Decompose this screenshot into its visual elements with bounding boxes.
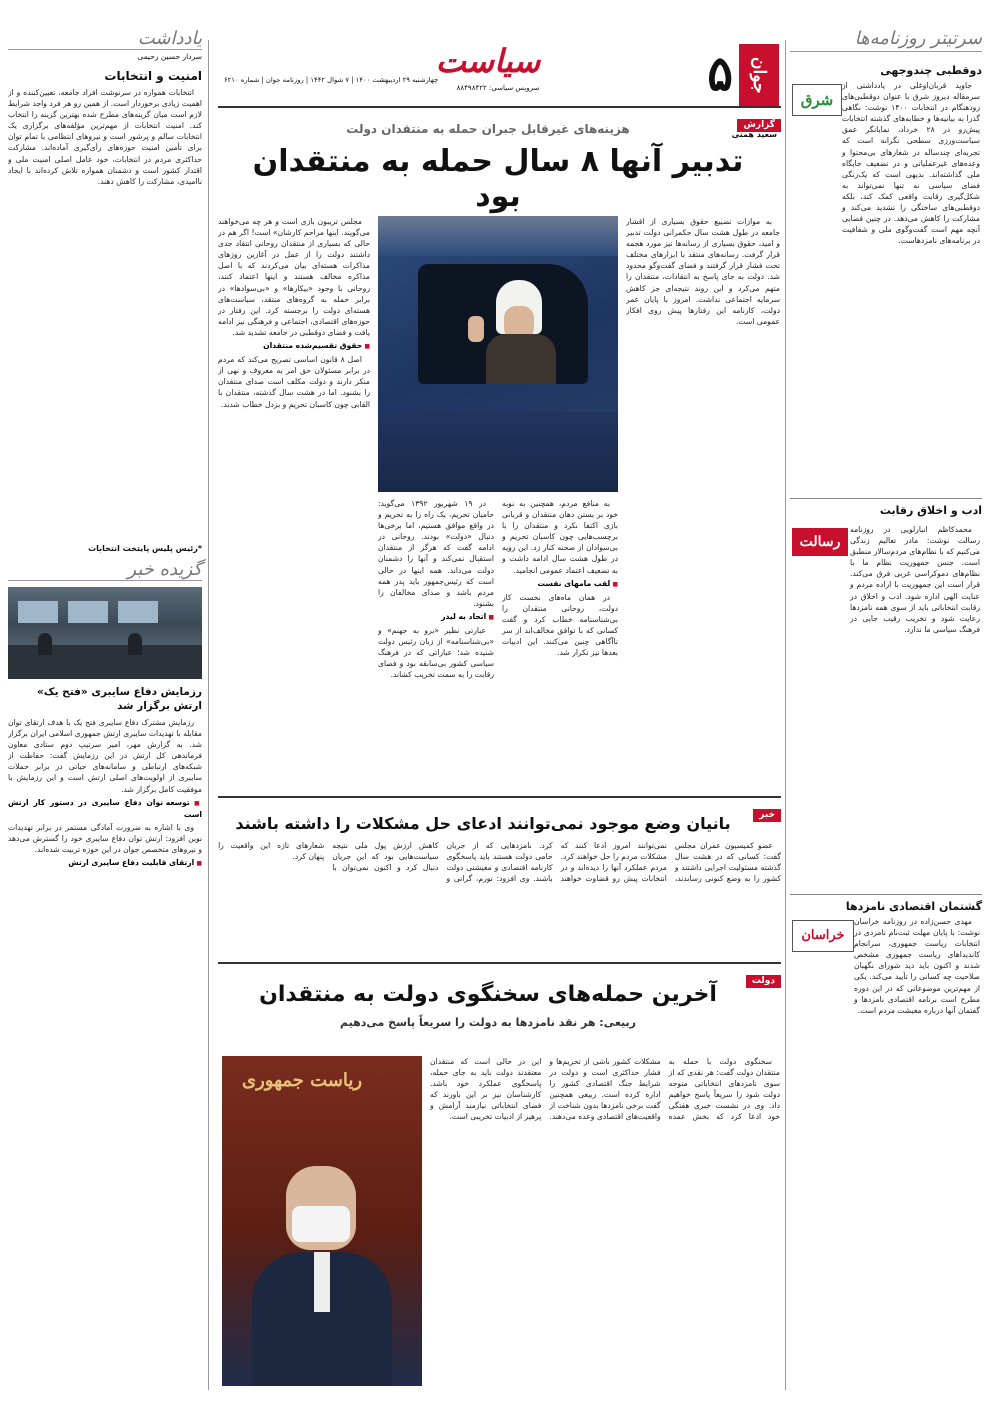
news-tag: خبر: [753, 802, 781, 821]
note-text: انتخابات همواره در سرنوشت افراد جامعه، تعیین‌کننده و از اهمیت زیادی برخوردار است. از همین رو هر فرد واجد شرایط لازم است میان گزینه‌های مطرح شده بهترین گزینه را انتخاب کند. امنیت انتخابات از مهم‌ترین مؤلفه‌های برگزاری یک انتخابات سالم و پرشور است و نیروهای انتظامی با تمام توان برای تأمین امنیت حوزه‌های رأی‌گیری آماده‌اند. مشارکت حداکثری مردم در انتخابات، خود عامل اصلی امنیت ملی و اقتدار کشور است و دشمنان همواره تلاش کرده‌اند با ایجاد ناامیدی، مشارکت را کاهش دهند.: [8, 88, 202, 186]
note-title: امنیت و انتخابات: [104, 69, 202, 83]
press-item-title-3: گشتمان اقتصادی نامزدها: [845, 900, 982, 913]
news-head: گزیده خبر: [8, 559, 202, 581]
third-subtitle: ربیعی: هر نقد نامزدها به دولت را سریعاً پاسخ می‌دهیم: [340, 1016, 636, 1029]
second-story: [218, 800, 781, 960]
note-signature: *رئیس پلیس پایتخت انتخابات: [88, 544, 202, 553]
car-window-photo: [378, 216, 618, 492]
right-column: [790, 28, 982, 1398]
story-headline: تدبیر آنها ۸ سال حمله به منتقدان بود: [252, 144, 744, 214]
press-item-title-1: دوقطبی چندوجهی: [880, 64, 982, 77]
report-tag: گزارش: [737, 112, 781, 131]
page-number: ۵: [707, 46, 733, 102]
spokesman-photo: ریاست جمهوری: [222, 1056, 422, 1386]
left-column: [8, 28, 202, 1398]
newspaper-logo: جوان: [739, 44, 779, 106]
story-col-2: در ۱۹ شهریور ۱۳۹۲ می‌گوید: حامیان تحریم، یک راه را به تحریم و در واقع موافق هستیم، اما برخی‌ها دنبال «دولت» بودند. روحانی در ادامه گفت که هرگز از منتقدان استقبال نمی‌کند و آنها را دشمنان دولت می‌داند. همه اینها در حالی است که رئیس‌جمهور باید پدر همه مردم باشد و صدای مخالفان را بشنود. ■ اتحاد به لیدر عبارتی نظیر «برو به جهنم» و «بی‌شناسنامه» از زبان رئیس دولت شنیده شد؛ عباراتی که در فرهنگ سیاسی کشور بی‌سابقه بود و فضای رقابت را به سمت تخریب کشاند.: [378, 498, 494, 788]
story-col-3: به منافع مردم، همچنین به نوبه خود بر بستن دهان منتقدان و قربانی بازی اکتفا نکرد و منتقدان را با برچسب‌هایی چون کاسبان تحریم و بی‌سوادان از صحنه کنار زد. این رویه در طول هشت سال ادامه داشت و به تضعیف اعتماد عمومی انجامید. ■ لقب مامهای نقست در همان ماه‌های نخست کار دولت، روحانی منتقدان را بی‌شناسنامه خطاب کرد و گفت کسانی که با توافق مخالف‌اند از سر ناآگاهی چنین می‌کنند. این ادبیات بعدها نیز تکرار شد.: [502, 498, 618, 788]
section-title: سیاست: [435, 42, 541, 80]
masthead: [218, 40, 781, 110]
govt-tag: دولت: [746, 968, 781, 987]
press-item-text-1: جاوید قربان‌اوغلی در یادداشتی از سرمقاله دیروز شرق با عنوان دوقطبی‌های زودهنگام در انتخابات ۱۴۰۰ نوشت: نگاهی گذرا به بیانیه‌ها و خطابه‌های گذشته انتخابات پیش‌رو در ۲۸ خرداد، نمایانگر عمق سیاست‌ورزی سطحی نگرانه است که تجربه‌ای چندساله در شعارهای بی‌محتوا و وعده‌های غیرعملیاتی و در تضعیف جایگاه ملی گذاشته‌اند. بدیهی است که یک‌رنگی فضای سیاسی نه تنها نمی‌تواند به شکل‌گیری رقابت واقعی کمک کند، بلکه دوقطبی‌های ساختگی را تشدید می‌کند و مشارکت را کاهش می‌دهد. در چنین فضایی آنچه مهم است گفت‌وگوی ملی و شفافیت در برنامه‌های نامزدهاست.: [842, 81, 980, 246]
third-headline: آخرین حمله‌های سخنگوی دولت به منتقدان: [259, 982, 717, 1007]
second-headline: بانیان وضع موجود نمی‌توانند ادعای حل مشکلات را داشته باشند: [235, 814, 731, 833]
press-review-head: سرتیتر روزنامه‌ها: [790, 28, 982, 52]
note-head: یادداشت: [8, 28, 202, 50]
third-story: [218, 966, 781, 1396]
second-text: عضو کمیسیون عمران مجلس گفت: کسانی که در هشت سال گذشته مسئولیت اجرایی داشتند و کشور را به وضع کنونی رساندند، نمی‌توانند امروز ادعا کنند که مشکلات مردم را حل خواهند کرد. مردم عملکرد آنها را دیده‌اند و در انتخابات پیش رو قضاوت خواهند کرد. نامزدهایی که از جریان حامی دولت هستند باید پاسخگوی کارنامه اقتصادی و معیشتی دولت باشند. وی افزود: تورم، گرانی و کاهش ارزش پول ملی نتیجه سیاست‌هایی بود که این جریان دنبال کرد و اکنون نمی‌توان با شعارهای تازه این واقعیت را پنهان کرد.: [218, 841, 781, 884]
press-item-text-3: مهدی حسن‌زاده در روزنامه خراسان نوشت: با پایان مهلت ثبت‌نام نامزدی در انتخابات ریاست جمهوری، سرانجام کاندیداهای ریاست جمهوری مشخص شدند و اکنون باید دید شورای نگهبان صلاحیت چه کسانی را تأیید می‌کند. یکی از مهم‌ترین موضوعاتی که در این دوره مطرح است برنامه اقتصادی نامزدها و گفتمان آنها درباره معیشت مردم است.: [854, 917, 980, 1015]
khorasan-logo: خراسان: [792, 920, 854, 952]
main-story: [218, 112, 781, 792]
press-item-text-2: محمدکاظم انبارلویی در روزنامه رسالت نوشت: مادر تعالیم زندگی می‌کنیم که با نظام‌های مردم‌سالار منطبق است. جنس جمهوریت نظام ما با نظام‌های دموکراسی غربی فرق می‌کند. قرار است این جمهوریت با اراده مردم و عنایت الهی اداره شود. ادب و اخلاق در رقابت انتخاباتی باید از سوی همه نامزدها رعایت شود و تخریب رقیب جایی در فرهنگ سیاسی ما ندارد.: [850, 525, 980, 634]
author-name: سعید همتی: [731, 130, 777, 139]
news-text: رزمایش مشترک دفاع سایبری فتح یک با هدف ارتقای توان مقابله با تهدیدات سایبری ارتش جمهوری اسلامی ایران برگزار شد. به گزارش مهر، امیر سرتیپ دوم ستادی معاون فرماندهی کل ارتش در این رزمایش گفت: حفاظت از شبکه‌های ارتباطی و سامانه‌های حیاتی در برابر حملات سایبری از اولویت‌های اصلی ارتش است و این رزمایش با موفقیت کامل برگزار شد. ■ توسعه توان دفاع سایبری در دستور کار ارتش است وی با اشاره به ضرورت آمادگی مستمر در برابر تهدیدات نوین افزود: ارتش توان دفاع سایبری خود را گسترش می‌دهد و نیروهای متخصص جوان در این حوزه تربیت شده‌اند. ■ ارتقای قابلیت دفاع سایبری ارتش: [8, 717, 202, 1017]
cyber-drill-photo: [8, 587, 202, 679]
note-author: سردار حسین رحیمی: [137, 52, 202, 61]
shargh-logo: شرق: [792, 84, 842, 116]
third-text: سخنگوی دولت با حمله به منتقدان دولت گفت: هر نقدی که از سوی نامزدهای انتخاباتی متوجه دولت شود را سریعاً پاسخ خواهیم داد. وی در نشست خبری هفتگی خود ادعا کرد که بخش عمده مشکلات کشور ناشی از تحریم‌ها و فشار حداکثری است و دولت در شرایط جنگ اقتصادی کشور را اداره کرده است. ربیعی همچنین گفت برخی نامزدها بدون شناخت از واقعیت‌های اقتصادی وعده می‌دهند. این در حالی است که منتقدان معتقدند دولت باید به جای حمله، پاسخگوی عملکرد خود باشد. کارشناسان نیز بر این باورند که فضای انتخاباتی نیازمند آرامش و پرهیز از ادبیات تخریبی است.: [430, 1057, 780, 1122]
press-item-title-2: ادب و اخلاق رقابت: [879, 504, 982, 517]
editor-line: سرویس سیاسی: ۸۸۴۹۸۴۲۲: [456, 84, 540, 92]
news-title: رزمایش دفاع سایبری «فتح یک» ارتش برگزار شد: [37, 686, 202, 712]
date-line: چهارشنبه ۲۹ اردیبهشت ۱۴۰۰ | ۷ شوال ۱۴۴۲ | روزنامه جوان | شماره ۶۲۱۰: [224, 76, 439, 84]
resalat-logo: رسالت: [792, 528, 848, 556]
story-kicker: هزینه‌های غیرقابل جبران حمله به منتقدان دولت: [346, 122, 630, 136]
story-col-4: به موازات تضییع حقوق بسیاری از اقشار جامعه در طول هشت سال حکمرانی دولت تدبیر و امید، حقوق بسیاری از رسانه‌ها نیز مورد هجمه قرار گرفت. رسانه‌های منتقد با ابزارهای مختلف تحت فشار قرار گرفتند و فضای گفت‌وگو محدود شد. دولت به جای پاسخ به انتقادات، منتقدان را متهم می‌کرد و این روند نتیجه‌ای جز کاهش سرمایه اجتماعی نداشت. امروز با پایان عمر دولت، کارنامه این رفتارها پیش روی افکار عمومی است.: [626, 217, 780, 326]
story-col-1: مجلس تریبون بازی است و هر چه می‌خواهند می‌گویند. اینها مراحم کارشان» است! اگر هم در حالی که بسیاری از منتقدان روحانی انتقاد جدی داشتند دولت را از عمل در آغازین روزهای مذاکرات هسته‌ای بیان می‌کردند که با اصل مذاکره مخالف هستند و اینها اعتماد کنند، روحانی با وجود «بیکارها» و «بی‌سوادها» در برابر حمله به گروه‌های منتقد، سیاست‌های هسته‌ای دولت را برجسته کرد. این رفتار در حوزه‌های اقتصادی، اجتماعی و فرهنگی نیز ادامه یافت و فضای دوقطبی در جامعه تشدید شد. ■ حقوق تقسیم‌شده منتقدان اصل ۸ قانون اساسی تصریح می‌کند که مردم در برابر مسئولان حق امر به معروف و نهی از منکر دارند و دولت مکلف است صدای منتقدان را بشنود. اما در هشت سال گذشته، منتقدان با القابی چون کاسبان تحریم و بزدل خطاب شدند.: [218, 216, 370, 788]
